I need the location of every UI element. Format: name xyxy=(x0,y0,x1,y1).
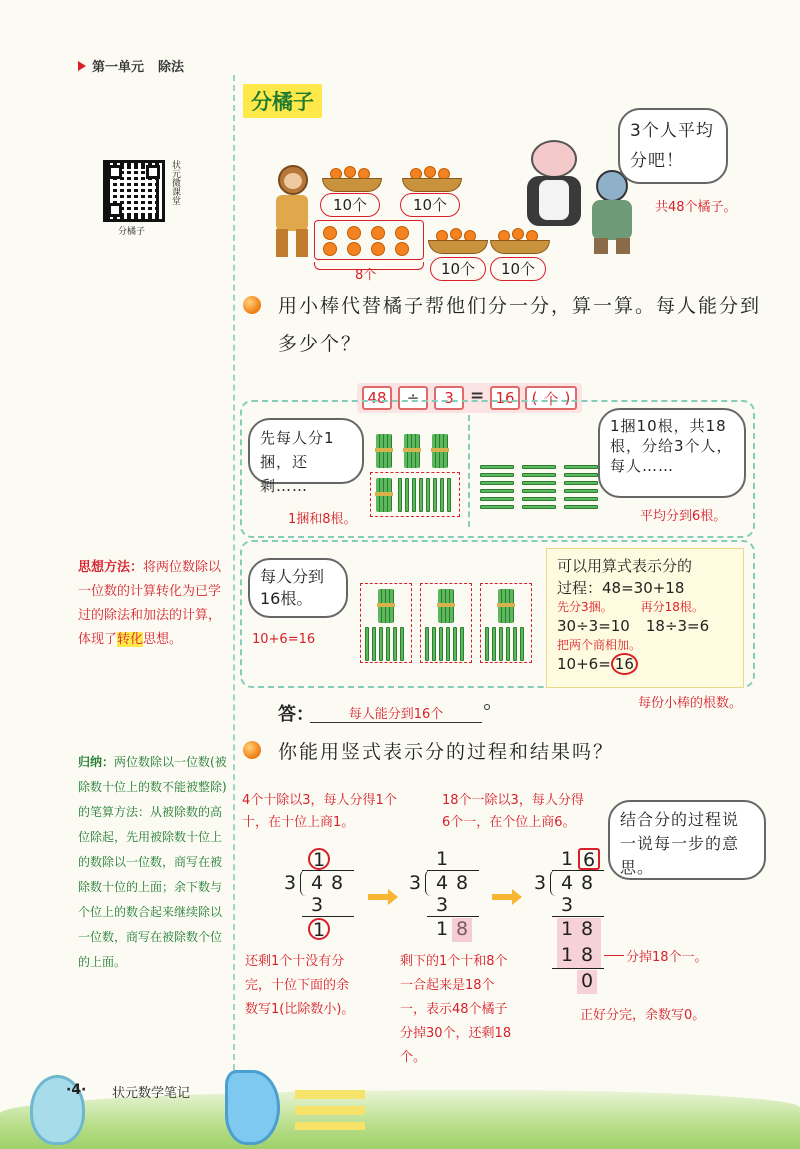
stick-bundle-icon xyxy=(432,434,448,468)
qr-caption: 分橘子 xyxy=(118,227,146,237)
product-2-tens: 1 xyxy=(561,944,574,966)
method-text: 将两位数除以一位数的计算转化为已学过的除法和加法的计算，体现了 xyxy=(78,560,222,647)
remainder: 1 xyxy=(308,918,330,940)
stick-bundle-icon xyxy=(498,589,514,623)
panel-divider xyxy=(468,415,470,527)
orange-icon xyxy=(347,242,361,256)
orange-bullet-icon xyxy=(243,741,261,759)
stick-icon xyxy=(492,627,496,661)
equation-result: 16 xyxy=(490,386,520,410)
product: 3 xyxy=(436,894,449,916)
calc-eq3-prefix: 10+6= xyxy=(557,655,611,673)
stick-icon xyxy=(432,627,436,661)
sticks-step2 xyxy=(480,465,600,515)
orange-icon xyxy=(323,242,337,256)
stick-icon xyxy=(522,505,556,509)
equation-equals: = xyxy=(470,386,485,406)
stick-icon xyxy=(506,627,510,661)
bubble-text: 1捆10根，共18根，分给3个人，每人…… xyxy=(610,417,733,475)
stick-icon xyxy=(379,627,383,661)
stick-bundle-icon xyxy=(404,434,420,468)
method-title: 思想方法： xyxy=(78,560,144,575)
deco-bars-icon xyxy=(295,1090,365,1130)
orange-icon xyxy=(347,226,361,240)
calc-hint1: 先分3捆。 xyxy=(557,600,613,614)
orange-icon xyxy=(323,226,337,240)
stick-icon xyxy=(564,481,598,485)
loose-oranges-group xyxy=(314,220,424,260)
orange-icon xyxy=(395,226,409,240)
arrow-right-icon xyxy=(512,889,522,905)
stick-icon xyxy=(372,627,376,661)
qr-side-text: 状元微课堂 xyxy=(170,160,180,205)
unit-header xyxy=(78,56,184,75)
stick-icon xyxy=(522,473,556,477)
deco-number-5-icon xyxy=(225,1070,280,1145)
stick-icon xyxy=(393,627,397,661)
basket-label: 10个 xyxy=(430,257,486,281)
remainder-tens: 1 xyxy=(436,918,449,940)
calc-hint3: 把两个商相加。 xyxy=(557,638,642,652)
remainder-tens: 1 xyxy=(561,918,574,940)
stick-icon xyxy=(480,465,514,469)
divisor: 3 xyxy=(284,872,297,894)
dividend-ones: 8 xyxy=(581,872,594,894)
thought-bubble xyxy=(598,408,746,498)
orange-basket xyxy=(402,166,462,192)
orange-basket xyxy=(322,166,382,192)
remainder-ones: 8 xyxy=(581,918,594,940)
quotient-ones: 6 xyxy=(578,848,600,870)
arrow-right-icon xyxy=(368,894,390,900)
orange-bullet-icon xyxy=(243,296,261,314)
long-division-2 xyxy=(405,848,485,948)
calculation-box xyxy=(546,548,744,688)
calc-hint2: 再分18根。 xyxy=(640,600,704,614)
orange-icon xyxy=(395,242,409,256)
stick-icon xyxy=(386,627,390,661)
step1-note: 1捆和8根。 xyxy=(288,512,357,527)
thought-bubble xyxy=(248,418,364,495)
basket-label: 10个 xyxy=(320,193,380,217)
step3-note: 10+6=16 xyxy=(252,632,316,647)
quotient-tens: 1 xyxy=(308,848,330,870)
bubble-text: 每人分到16根。 xyxy=(260,567,325,608)
vertical-note4: 剩下的1个十和8个一合起来是18个一，表示48个橘子分掉30个，还剩18个。 xyxy=(400,954,512,1065)
stick-icon xyxy=(480,481,514,485)
stick-icon xyxy=(480,489,514,493)
dividend-ones: 8 xyxy=(331,872,344,894)
long-division-3 xyxy=(530,848,620,998)
dividend-tens: 4 xyxy=(436,872,449,894)
calc-note: 每份小棒的根数。 xyxy=(638,696,743,711)
answer-period xyxy=(484,704,490,710)
stick-icon xyxy=(522,489,556,493)
stick-icon xyxy=(564,473,598,477)
calc-line1: 可以用算式表示分的 xyxy=(557,557,693,575)
page-number: ·4· xyxy=(66,1082,87,1098)
section-title: 分橘子 xyxy=(243,84,322,118)
stick-icon xyxy=(513,627,517,661)
total-note: 共48个橘子。 xyxy=(655,200,737,215)
equation-operator: ÷ xyxy=(398,386,428,410)
method-highlight: 转化 xyxy=(117,632,144,647)
final-remainder: 0 xyxy=(581,970,594,992)
stick-icon xyxy=(480,473,514,477)
question-2: 你能用竖式表示分的过程和结果吗？ xyxy=(278,741,615,763)
thought-bubble xyxy=(608,800,766,880)
stick-icon xyxy=(564,489,598,493)
product-1: 3 xyxy=(561,894,574,916)
dividend-tens: 4 xyxy=(311,872,324,894)
question-1: 用小棒代替橘子帮他们分一分，算一算。每人能分到多少个？ xyxy=(278,295,762,355)
quotient-tens: 1 xyxy=(436,848,449,870)
answer-text: 每人能分到16个 xyxy=(310,703,482,723)
stick-icon xyxy=(564,505,598,509)
bubble-text: 3个人平均分吧！ xyxy=(630,121,714,171)
unit-name: 第一单元 xyxy=(92,60,145,75)
orange-icon xyxy=(371,226,385,240)
sha-wujing-character xyxy=(588,170,636,255)
sticks-step3 xyxy=(360,583,540,663)
step2-note: 平均分到6根。 xyxy=(640,509,727,524)
stick-icon xyxy=(564,497,598,501)
unit-topic: 除法 xyxy=(158,60,185,75)
stick-icon xyxy=(460,627,464,661)
vertical-note5: 分掉18个一。 xyxy=(626,950,708,965)
basket-label: 10个 xyxy=(400,193,460,217)
quotient-tens: 1 xyxy=(561,848,574,870)
side-method-note xyxy=(78,556,228,652)
orange-icon xyxy=(371,242,385,256)
vertical-note3: 还剩1个十没有分完，十位下面的余数写1(比除数小)。 xyxy=(245,954,355,1017)
remainder-ones: 8 xyxy=(456,918,469,940)
stick-icon xyxy=(564,465,598,469)
dividend-ones: 8 xyxy=(456,872,469,894)
arrow-right-icon xyxy=(388,889,398,905)
stick-icon xyxy=(365,627,369,661)
header-arrow-icon xyxy=(78,61,86,71)
stick-icon xyxy=(522,497,556,501)
equation-dividend: 48 xyxy=(362,386,392,410)
equation-unit: ( 个 ) xyxy=(525,386,577,410)
vertical-note6: 正好分完，余数写0。 xyxy=(580,1008,706,1023)
basket-label: 10个 xyxy=(490,257,546,281)
stick-bundle-icon xyxy=(378,589,394,623)
product-2-ones: 8 xyxy=(581,944,594,966)
calc-line2: 过程：48=30+18 xyxy=(557,579,685,597)
monkey-character xyxy=(268,165,316,260)
dividend-tens: 4 xyxy=(561,872,574,894)
equation-divisor: 3 xyxy=(434,386,464,410)
remaining-box xyxy=(370,472,460,517)
qr-code[interactable] xyxy=(103,160,165,222)
calc-eq3 xyxy=(557,653,733,675)
stick-icon xyxy=(499,627,503,661)
stick-icon xyxy=(522,481,556,485)
stick-icon xyxy=(480,505,514,509)
pig-character xyxy=(525,140,585,235)
summary-title: 归纳： xyxy=(78,755,115,769)
divisor: 3 xyxy=(534,872,547,894)
stick-icon xyxy=(439,627,443,661)
stick-icon xyxy=(400,627,404,661)
calc-eq1: 30÷3=10 xyxy=(557,617,630,635)
speech-bubble xyxy=(618,108,728,184)
stick-icon xyxy=(453,627,457,661)
vertical-note1: 4个十除以3，每人分得1个十，在十位上商1。 xyxy=(242,793,397,830)
book-title: 状元数学笔记 xyxy=(112,1086,191,1101)
stick-icon xyxy=(480,497,514,501)
long-division-1 xyxy=(280,848,360,948)
side-summary-note xyxy=(78,750,228,975)
arrow-right-icon xyxy=(492,894,514,900)
method-end: 思想。 xyxy=(143,632,183,647)
calc-eq3-value: 16 xyxy=(611,653,638,675)
stick-icon xyxy=(485,627,489,661)
orange-basket xyxy=(428,228,488,254)
unit-text: 个 xyxy=(543,389,559,408)
summary-text: 两位数除以一位数(被除数十位上的数不能被整除)的笔算方法：从被除数的高位除起，先用被除数十位上的数除以一位数，商写在被除数十位的上面；余下数与个位上的数合起来继续除以一位数，商写在被除数个位的上面。 xyxy=(78,755,227,969)
calc-eq2: 18÷3=6 xyxy=(645,617,710,635)
thought-bubble xyxy=(248,558,348,618)
arrow-right-icon xyxy=(604,955,624,956)
stick-icon xyxy=(520,627,524,661)
stick-icon xyxy=(522,465,556,469)
column-divider xyxy=(233,75,235,1070)
vertical-note2: 18个一除以3，每人分得6个一，在个位上商6。 xyxy=(442,793,584,830)
stick-icon xyxy=(446,627,450,661)
divisor: 3 xyxy=(409,872,422,894)
stick-bundle-icon xyxy=(438,589,454,623)
answer-label: 答： xyxy=(278,704,314,725)
stick-icon xyxy=(425,627,429,661)
bubble-text: 结合分的过程说一说每一步的意思。 xyxy=(620,810,740,877)
stick-bundle-icon xyxy=(376,434,392,468)
loose-label: 8个 xyxy=(355,268,377,283)
product: 3 xyxy=(311,894,324,916)
bubble-text: 先每人分1捆，还剩…… xyxy=(260,429,335,495)
